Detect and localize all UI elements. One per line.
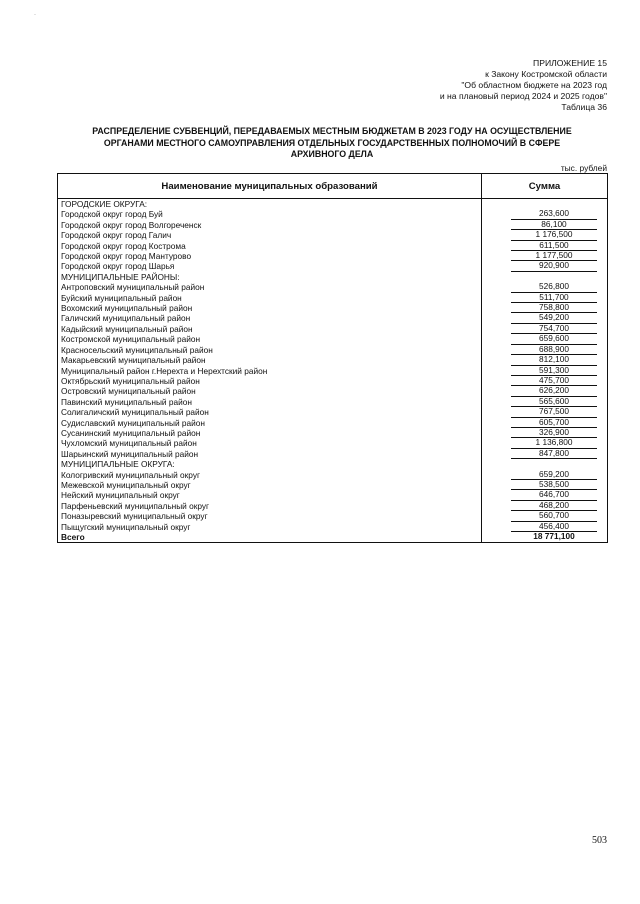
amount-cell xyxy=(482,449,608,459)
amount-cell xyxy=(482,334,608,344)
table-row xyxy=(58,470,608,480)
scan-mark: · xyxy=(34,12,36,18)
appendix-block xyxy=(440,58,607,113)
amount-cell xyxy=(482,501,608,511)
amount-value: 549,200 xyxy=(511,313,597,323)
amount-value: 1 176,500 xyxy=(511,230,597,240)
section-label: ГОРОДСКИЕ ОКРУГА: xyxy=(58,199,482,210)
amount-cell xyxy=(482,261,608,271)
table-row xyxy=(58,386,608,396)
table-row xyxy=(58,220,608,230)
amount-value: 646,700 xyxy=(511,490,597,500)
table-row xyxy=(58,438,608,448)
appendix-line: к Закону Костромской области xyxy=(485,68,607,79)
amount-value: 591,300 xyxy=(511,366,597,376)
municipality-name: Кологривский муниципальный округ xyxy=(58,470,482,480)
amount-value: 920,900 xyxy=(511,261,597,271)
municipality-name: Городской округ город Галич xyxy=(58,230,482,240)
municipality-name: Городской округ город Кострома xyxy=(58,241,482,251)
amount-cell xyxy=(482,428,608,438)
table-row xyxy=(58,209,608,219)
municipality-name: Пыщугский муниципальный округ xyxy=(58,522,482,532)
amount-value: 611,500 xyxy=(511,241,597,251)
amount-value: 538,500 xyxy=(511,480,597,490)
municipality-name: Сусанинский муниципальный район xyxy=(58,428,482,438)
amount-value: 758,800 xyxy=(511,303,597,313)
municipality-name: Кадыйский муниципальный район xyxy=(58,324,482,334)
title-line: АРХИВНОГО ДЕЛА xyxy=(290,149,374,160)
table-row xyxy=(58,522,608,532)
municipality-name: Межевской муниципальный округ xyxy=(58,480,482,490)
title-line: РАСПРЕДЕЛЕНИЕ СУБВЕНЦИЙ, ПЕРЕДАВАЕМЫХ МЕСТНЫМ БЮДЖЕТАМ В 2023 ГОДУ НА ОСУЩЕСТВЛЕНИЕ xyxy=(92,126,572,136)
municipality-name: Шарьинский муниципальный район xyxy=(58,449,482,459)
header-sum: Сумма xyxy=(482,174,608,199)
table-row xyxy=(58,490,608,500)
amount-cell xyxy=(482,459,608,469)
municipality-name: Чухломский муниципальный район xyxy=(58,438,482,448)
amount-value: 263,600 xyxy=(511,209,597,219)
amount-cell xyxy=(482,470,608,480)
amount-cell xyxy=(482,386,608,396)
table-row xyxy=(58,251,608,261)
table-row xyxy=(58,407,608,417)
amount-cell xyxy=(482,199,608,210)
amount-value: 475,700 xyxy=(511,376,597,386)
section-row xyxy=(58,272,608,282)
amount-value: 626,200 xyxy=(511,386,597,396)
amount-value: 526,800 xyxy=(511,282,597,292)
amount-value: 812,100 xyxy=(511,355,597,365)
amount-value: 1 177,500 xyxy=(511,251,597,261)
table-row xyxy=(58,366,608,376)
document-title xyxy=(62,126,602,161)
amount-value: 326,900 xyxy=(511,428,597,438)
table-row xyxy=(58,501,608,511)
municipality-name: Солигаличский муниципальный район xyxy=(58,407,482,417)
table-row xyxy=(58,303,608,313)
amount-value: 767,500 xyxy=(511,407,597,417)
amount-cell xyxy=(482,480,608,490)
total-sum: 18 771,100 xyxy=(482,532,608,543)
municipality-name: Островский муниципальный район xyxy=(58,386,482,396)
table-row xyxy=(58,480,608,490)
table-row xyxy=(58,449,608,459)
title-line: ОРГАНАМИ МЕСТНОГО САМОУПРАВЛЕНИЯ ОТДЕЛЬНЫХ ГОСУДАРСТВЕННЫХ ПОЛНОМОЧИЙ В СФЕРЕ xyxy=(103,137,561,148)
amount-value: 456,400 xyxy=(511,522,597,532)
amount-value: 754,700 xyxy=(511,324,597,334)
amount-cell xyxy=(482,241,608,251)
amount-cell xyxy=(482,230,608,240)
table-header-row xyxy=(58,174,608,199)
municipality-name: Буйский муниципальный район xyxy=(58,293,482,303)
header-name: Наименование муниципальных образований xyxy=(58,174,482,199)
municipality-name: Судиславский муниципальный район xyxy=(58,418,482,428)
section-label: МУНИЦИПАЛЬНЫЕ РАЙОНЫ: xyxy=(58,272,482,282)
amount-value: 86,100 xyxy=(511,220,597,230)
table-row xyxy=(58,230,608,240)
municipality-name: Городской округ город Шарья xyxy=(58,261,482,271)
amount-cell xyxy=(482,220,608,230)
units-label: тыс. рублей xyxy=(560,163,607,173)
amount-cell xyxy=(482,490,608,500)
municipality-name: Городской округ город Буй xyxy=(58,209,482,219)
table-row xyxy=(58,345,608,355)
section-row xyxy=(58,199,608,210)
amount-value: 605,700 xyxy=(511,418,597,428)
amount-value: 659,200 xyxy=(511,470,597,480)
amount-cell xyxy=(482,324,608,334)
municipality-name: Октябрьский муниципальный район xyxy=(58,376,482,386)
table-row xyxy=(58,397,608,407)
amount-value: 560,700 xyxy=(511,511,597,521)
table-row xyxy=(58,376,608,386)
amount-cell xyxy=(482,313,608,323)
distribution-table xyxy=(57,173,608,543)
page-number: 503 xyxy=(592,835,607,846)
table-row xyxy=(58,355,608,365)
table-row xyxy=(58,241,608,251)
amount-cell xyxy=(482,303,608,313)
table-row xyxy=(58,282,608,292)
amount-cell xyxy=(482,397,608,407)
table-row xyxy=(58,293,608,303)
municipality-name: Павинский муниципальный район xyxy=(58,397,482,407)
table-row xyxy=(58,428,608,438)
section-row xyxy=(58,459,608,469)
amount-cell xyxy=(482,407,608,417)
amount-value: 1 136,800 xyxy=(511,438,597,448)
amount-value: 659,600 xyxy=(511,334,597,344)
amount-value: 688,900 xyxy=(511,345,597,355)
municipality-name: Парфеньевский муниципальный округ xyxy=(58,501,482,511)
amount-value: 847,800 xyxy=(511,449,597,459)
amount-cell xyxy=(482,282,608,292)
table-row xyxy=(58,313,608,323)
amount-cell xyxy=(482,366,608,376)
total-label: Всего xyxy=(58,532,482,543)
amount-value: 565,600 xyxy=(511,397,597,407)
appendix-line: "Об областном бюджете на 2023 год xyxy=(461,79,607,90)
amount-cell xyxy=(482,522,608,532)
amount-cell xyxy=(482,209,608,219)
amount-cell xyxy=(482,345,608,355)
municipality-name: Макарьевский муниципальный район xyxy=(58,355,482,365)
table-row xyxy=(58,511,608,521)
total-row xyxy=(58,532,608,543)
municipality-name: Антроповский муниципальный район xyxy=(58,282,482,292)
amount-cell xyxy=(482,418,608,428)
appendix-line: и на плановый период 2024 и 2025 годов" xyxy=(439,90,607,101)
municipality-name: Городской округ город Волгореченск xyxy=(58,220,482,230)
table-row xyxy=(58,324,608,334)
amount-cell xyxy=(482,438,608,448)
table-row xyxy=(58,261,608,271)
municipality-name: Нейский муниципальный округ xyxy=(58,490,482,500)
amount-value: 511,700 xyxy=(511,293,597,303)
municipality-name: Красносельский муниципальный район xyxy=(58,345,482,355)
section-label: МУНИЦИПАЛЬНЫЕ ОКРУГА: xyxy=(58,459,482,469)
municipality-name: Муниципальный район г.Нерехта и Нерехтский район xyxy=(58,366,482,376)
amount-cell xyxy=(482,376,608,386)
appendix-line: Таблица 36 xyxy=(561,101,607,112)
table-row xyxy=(58,334,608,344)
amount-value: 468,200 xyxy=(511,501,597,511)
amount-cell xyxy=(482,251,608,261)
table-row xyxy=(58,418,608,428)
amount-cell xyxy=(482,272,608,282)
amount-cell xyxy=(482,293,608,303)
municipality-name: Вохомский муниципальный район xyxy=(58,303,482,313)
municipality-name: Поназыревский муниципальный округ xyxy=(58,511,482,521)
amount-cell xyxy=(482,511,608,521)
amount-cell xyxy=(482,355,608,365)
appendix-line: ПРИЛОЖЕНИЕ 15 xyxy=(533,58,607,68)
municipality-name: Костромской муниципальный район xyxy=(58,334,482,344)
municipality-name: Галичский муниципальный район xyxy=(58,313,482,323)
municipality-name: Городской округ город Мантурово xyxy=(58,251,482,261)
